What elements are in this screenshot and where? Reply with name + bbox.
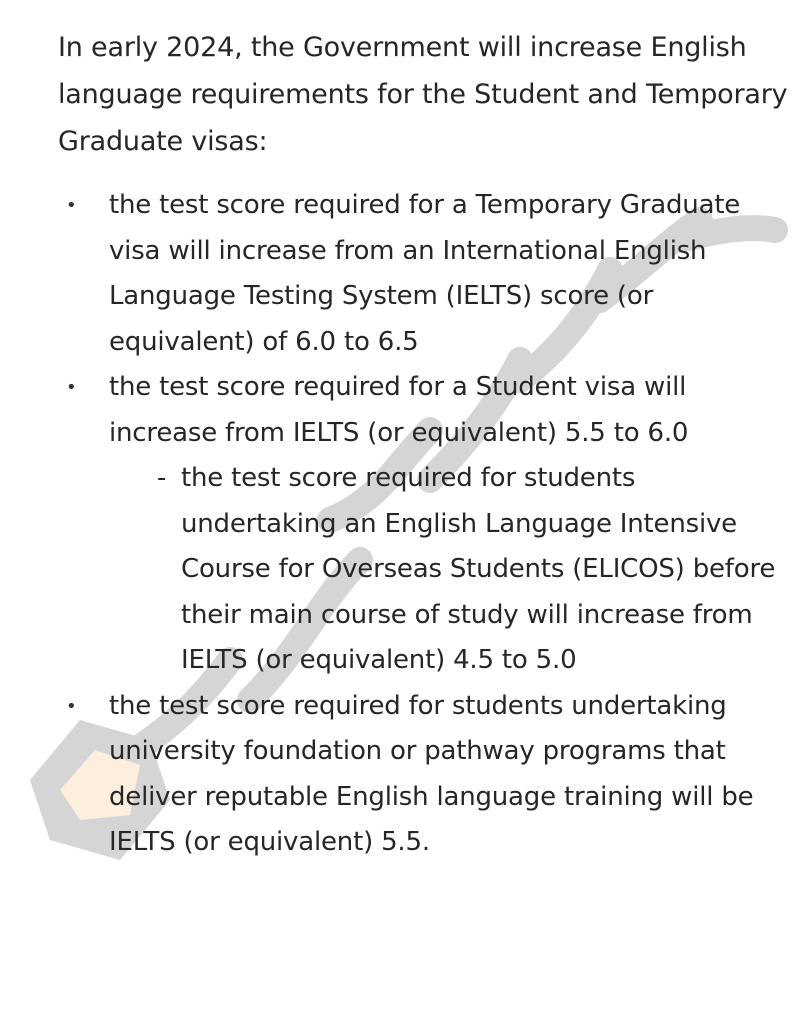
requirements-list (58, 183, 788, 866)
list-item (58, 183, 788, 365)
dash-icon: - (157, 463, 167, 493)
document-body (58, 24, 788, 866)
list-item (58, 365, 788, 684)
list-item-text: the test score required for a Temporary Graduate visa will increase from an International English Language Testing System (IELTS) score (or equivalent) of 6.0 to 6.5 (109, 190, 741, 357)
bullet-icon: • (66, 695, 77, 717)
list-item-text: the test score required for students undertaking university foundation or pathway programs that deliver reputable English language training will be IELTS (or equivalent) 5.5. (109, 690, 754, 857)
list-item (58, 684, 788, 866)
intro-paragraph: In early 2024, the Government will increase English language requirements for the Student and Temporary Graduate visas: (58, 32, 788, 157)
bullet-icon: • (66, 377, 77, 398)
sub-list-item (157, 456, 788, 684)
list-item-text: the test score required for a Student visa will increase from IELTS (or equivalent) 5.5 to 6.0 (109, 372, 689, 448)
bullet-icon: • (66, 195, 77, 216)
sub-list-item-text: the test score required for students undertaking an English Language Intensive Course for Overseas Students (ELICOS) before their main course of study will increase from IELTS (or equivalent) 4.5 to 5.0 (181, 463, 776, 675)
